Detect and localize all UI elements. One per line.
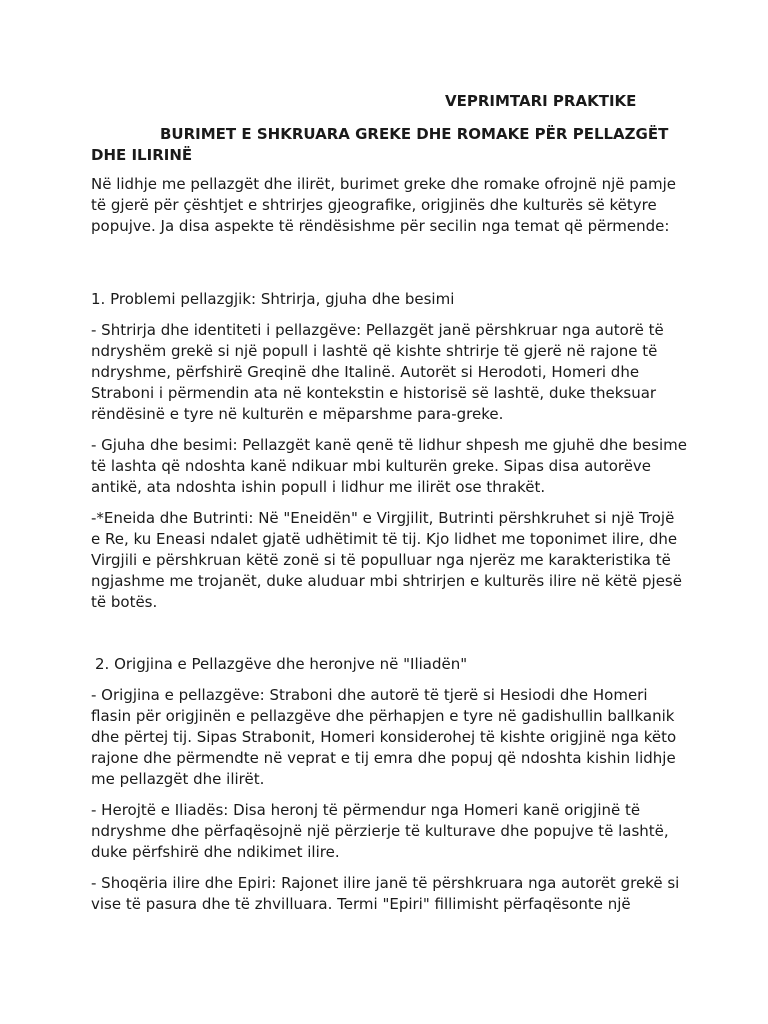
intro-paragraph: Në lidhje me pellazgët dhe ilirët, burimet greke dhe romake ofrojnë një pamje të gjerë për çështjet e shtrirjes gjeografike, origjinës dhe kulturës së këtyre popujve. Ja disa aspekte të rëndësishme për secilin nga temat që përmende:	[91, 175, 677, 235]
paragraph: -*Eneida dhe Butrinti: Në "Eneidën" e Virgjilit, Butrinti përshkruhet si një Trojë e Re, ku Eneasi ndalet gjatë udhëtimit të tij. Kjo lidhet me toponimet ilire, dhe Virgjili e përshkruan këtë zonë si të populluar nga njerëz me karakteristika të ngjashme me trojanët, duke aluduar mbi shtrirjen e kulturës ilire në këtë pjesë të botës.	[91, 509, 682, 611]
section-heading: 2. Origjina e Pellazgëve dhe heronjve në "Iliadën"	[95, 655, 468, 673]
document-subtitle: BURIMET E SHKRUARA GREKE DHE ROMAKE PËR PELLAZGËT DHE ILIRINË	[91, 125, 669, 164]
document-body	[91, 174, 687, 925]
paragraph: - Herojtë e Iliadës: Disa heronj të përmendur nga Homeri kanë origjinë të ndryshme dhe përfaqësojnë një përzierje të kulturave dhe popujve të lashtë, duke përfshirë dhe ndikimet ilire.	[91, 801, 669, 861]
paragraph: - Shoqëria ilire dhe Epiri: Rajonet ilire janë të përshkruara nga autorët grekë si vise të pasura dhe të zhvilluara. Termi "Epiri" fillimisht përfaqësonte një	[91, 874, 680, 913]
section-heading: 1. Problemi pellazgjik: Shtrirja, gjuha dhe besimi	[91, 290, 455, 308]
document-title: VEPRIMTARI PRAKTIKE	[445, 92, 637, 110]
paragraph: - Gjuha dhe besimi: Pellazgët kanë qenë të lidhur shpesh me gjuhë dhe besime të lashta që ndoshta kanë ndikuar mbi kulturën greke. Sipas disa autorëve antikë, ata ndoshta ishin popull i lidhur me ilirët ose thrakët.	[91, 436, 687, 496]
paragraph: - Origjina e pellazgëve: Straboni dhe autorë të tjerë si Hesiodi dhe Homeri flasin për origjinën e pellazgëve dhe përhapjen e tyre në gadishullin ballkanik dhe përtej tij. Sipas Strabonit, Homeri konsiderohej të kishte origjinë nga këto rajone dhe përmendte në veprat e tij emra dhe popuj që ndoshta kishin lidhje me pellazgët dhe ilirët.	[91, 686, 677, 788]
paragraph: - Shtrirja dhe identiteti i pellazgëve: Pellazgët janë përshkruar nga autorë të ndryshëm grekë si një popull i lashtë që kishte shtrirje të gjerë në rajone të ndryshme, përfshirë Greqinë dhe Italinë. Autorët si Herodoti, Homeri dhe Straboni i përmendin ata në kontekstin e historisë së lashtë, duke theksuar rëndësinë e tyre në kulturën e mëparshme para-greke.	[91, 321, 664, 423]
